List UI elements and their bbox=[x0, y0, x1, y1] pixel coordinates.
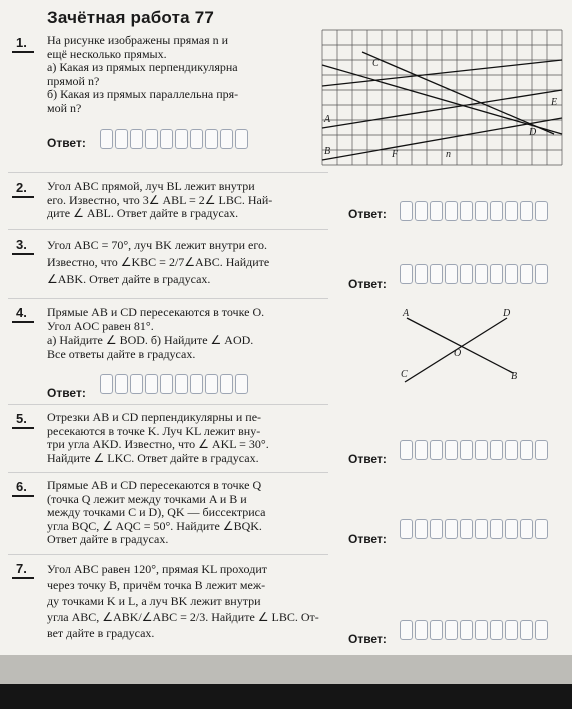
divider bbox=[8, 472, 328, 473]
problem-4-number: 4. bbox=[16, 305, 27, 320]
page-edge-shadow bbox=[0, 655, 572, 684]
fig1-label-e: E bbox=[551, 97, 558, 108]
problem-7-answer-label: Ответ: bbox=[348, 632, 387, 646]
problem-1-answer-label: Ответ: bbox=[47, 136, 86, 150]
divider bbox=[8, 172, 328, 173]
problem-6-answer-label: Ответ: bbox=[348, 532, 387, 546]
figure-1-grid-lines bbox=[322, 30, 562, 165]
page-title: Зачётная работа 77 bbox=[47, 8, 215, 27]
problem-7-text: Угол ABC равен 120°, прямая KL проходит через точку B, причём точка B лежит меж- ду точками K и L, а луч BK лежит внутри угла ABC, ∠ABK/∠ABC = 2/3. Найдите ∠ LBC. От- вет дайте в градусах. bbox=[47, 562, 319, 640]
problem-3-text: Угол ABC = 70°, луч BK лежит внутри его. Известно, что ∠KBC = 2/7∠ABC. Найдите ∠ABK. Ответ дайте в градусах. bbox=[47, 238, 270, 286]
problem-6-number: 6. bbox=[16, 479, 27, 494]
problem-1-text: На рисунке изображены прямая n и ещё несколько прямых. а) Какая из прямых перпендикулярна прямой n? б) Какая из прямых параллельна пря- мой n? bbox=[47, 33, 239, 115]
fig4-label-a: A bbox=[403, 308, 410, 319]
figure-4-intersecting-lines bbox=[395, 305, 545, 390]
problem-2-number: 2. bbox=[16, 180, 27, 195]
divider bbox=[8, 229, 328, 230]
problem-7-answer-field[interactable] bbox=[400, 620, 548, 640]
bottom-bar bbox=[0, 684, 572, 709]
problem-5-text: Отрезки AB и CD перпендикулярны и пе- ресекаются в точке K. Луч KL лежит вну- три угла AKD. Известно, что ∠ AKL = 30°. Найдите ∠ LKC. Ответ дайте в градусах. bbox=[47, 410, 269, 465]
problem-2-text: Угол ABC прямой, луч BL лежит внутри его. Известно, что 3∠ ABL = 2∠ LBC. Най- дите ∠ ABL. Ответ дайте в градусах. bbox=[47, 179, 273, 220]
divider bbox=[8, 554, 328, 555]
problem-5-number: 5. bbox=[16, 411, 27, 426]
fig4-label-o: O bbox=[454, 348, 462, 359]
problem-4-answer-field[interactable] bbox=[100, 374, 248, 394]
problem-6-text: Прямые AB и CD пересекаются в точке Q (точка Q лежит между точками A и B и между точками C и D), QK — биссектриса угла BQC, ∠ AQC = 50°. Найдите ∠BQK. Ответ дайте в градусах. bbox=[47, 478, 266, 546]
fig1-label-a: A bbox=[324, 114, 331, 125]
problem-1-number: 1. bbox=[16, 35, 27, 50]
problem-6-answer-field[interactable] bbox=[400, 519, 548, 539]
problem-4-answer-label: Ответ: bbox=[47, 386, 86, 400]
problem-3-answer-field[interactable] bbox=[400, 264, 548, 284]
problem-4-text: Прямые AB и CD пересекаются в точке O. Угол AOC равен 81°. а) Найдите ∠ BOD. б) Найдите ∠ AOD. Все ответы дайте в градусах. bbox=[47, 305, 265, 361]
fig1-label-f: F bbox=[392, 149, 399, 160]
problem-5-answer-label: Ответ: bbox=[348, 452, 387, 466]
problem-1-answer-field[interactable] bbox=[100, 129, 248, 149]
fig1-label-c: C bbox=[372, 58, 379, 69]
fig1-label-b: B bbox=[324, 146, 331, 157]
problem-5-answer-field[interactable] bbox=[400, 440, 548, 460]
fig1-label-d: D bbox=[529, 127, 537, 138]
problem-3-number: 3. bbox=[16, 237, 27, 252]
fig4-label-c: C bbox=[401, 369, 408, 380]
fig1-label-n: n bbox=[446, 149, 451, 160]
divider bbox=[8, 298, 328, 299]
problem-7-number: 7. bbox=[16, 561, 27, 576]
problem-3-answer-label: Ответ: bbox=[348, 277, 387, 291]
problem-2-answer-label: Ответ: bbox=[348, 207, 387, 221]
fig4-label-d: D bbox=[503, 308, 511, 319]
divider bbox=[8, 404, 328, 405]
problem-2-answer-field[interactable] bbox=[400, 201, 548, 221]
fig4-label-b: B bbox=[511, 371, 518, 382]
